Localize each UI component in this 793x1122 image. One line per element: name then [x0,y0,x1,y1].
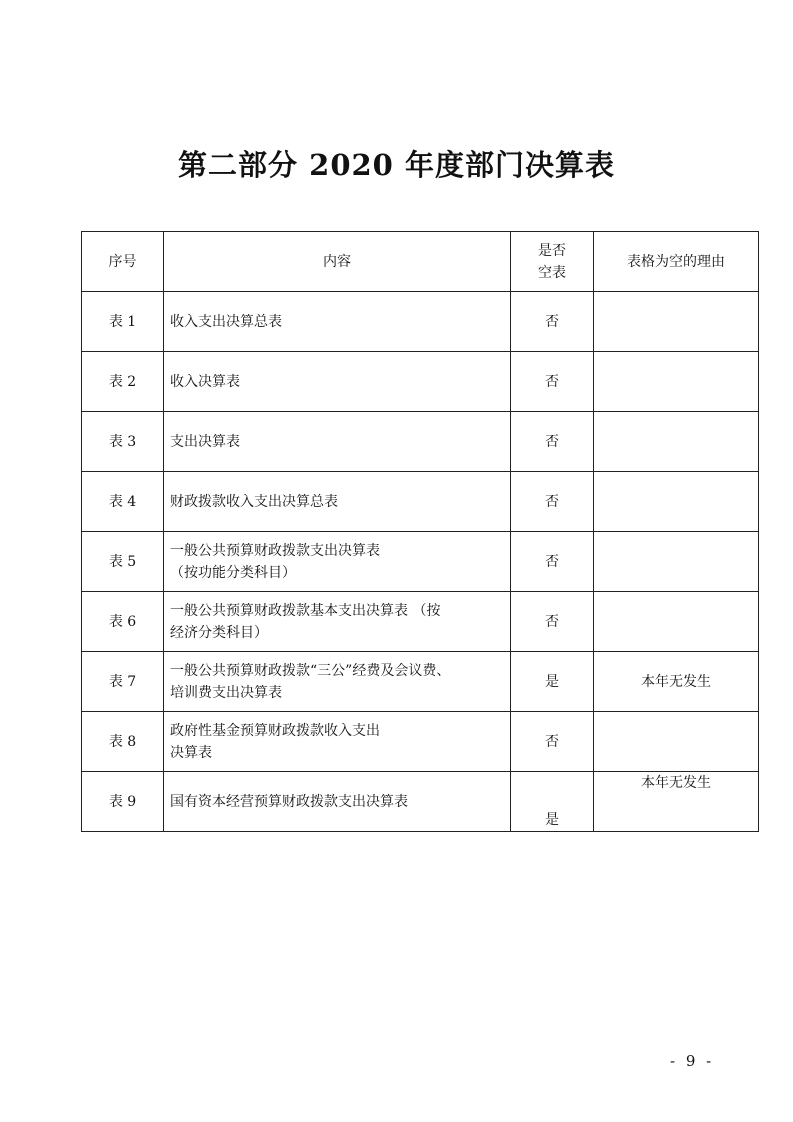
page-title: 第二部分 2020 年度部门决算表 [178,148,615,182]
row-index: 表 7 [82,652,164,712]
row-index: 表 6 [82,592,164,652]
header-is-empty: 是否 空表 [511,232,594,292]
table-header-row [82,232,759,292]
row-content: 收入支出决算总表 [164,292,511,352]
row-reason [594,592,759,652]
header-content: 内容 [164,232,511,292]
row-reason [594,292,759,352]
row-index: 表 3 [82,412,164,472]
row-reason: 本年无发生 [594,652,759,712]
header-reason: 表格为空的理由 [594,232,759,292]
row-content: 收入决算表 [164,352,511,412]
table-row [82,712,759,772]
row-reason [594,352,759,412]
row-is-empty: 是 [511,772,594,832]
table-row [82,412,759,472]
table-row [82,292,759,352]
row-index: 表 5 [82,532,164,592]
row-is-empty: 否 [511,412,594,472]
row-reason [594,472,759,532]
row-index: 表 8 [82,712,164,772]
row-reason: 本年无发生 [594,772,759,832]
row-index: 表 2 [82,352,164,412]
row-is-empty: 否 [511,472,594,532]
row-content: 支出决算表 [164,412,511,472]
table-row [82,532,759,592]
page-number: - 9 - [670,1052,715,1070]
row-content: 国有资本经营预算财政拨款支出决算表 [164,772,511,832]
row-index: 表 9 [82,772,164,832]
report-table [81,231,759,832]
row-is-empty: 否 [511,592,594,652]
table-row [82,772,759,832]
row-content: 一般公共预算财政拨款基本支出决算表 （按 经济分类科目） [164,592,511,652]
row-is-empty: 是 [511,652,594,712]
row-reason [594,412,759,472]
row-content: 一般公共预算财政拨款“三公”经费及会议费、 培训费支出决算表 [164,652,511,712]
table-row [82,652,759,712]
header-index: 序号 [82,232,164,292]
table-row [82,592,759,652]
table-row [82,472,759,532]
row-content: 一般公共预算财政拨款支出决算表 （按功能分类科目） [164,532,511,592]
row-is-empty: 否 [511,532,594,592]
row-content: 财政拨款收入支出决算总表 [164,472,511,532]
row-index: 表 1 [82,292,164,352]
table-row [82,352,759,412]
row-is-empty: 否 [511,292,594,352]
row-index: 表 4 [82,472,164,532]
row-is-empty: 否 [511,352,594,412]
row-is-empty: 否 [511,712,594,772]
row-reason [594,532,759,592]
row-content: 政府性基金预算财政拨款收入支出 决算表 [164,712,511,772]
row-reason [594,712,759,772]
